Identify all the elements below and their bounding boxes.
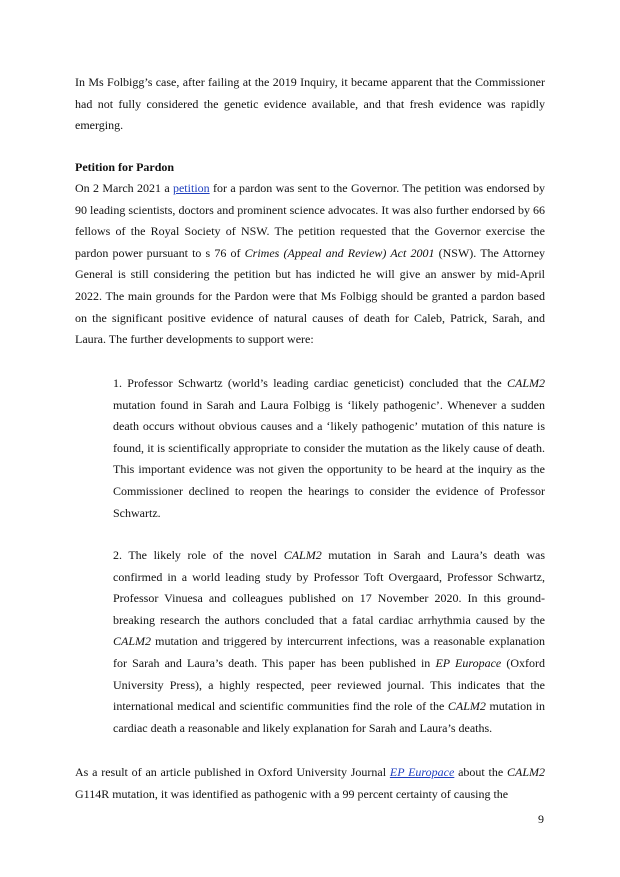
gene-name: CALM2 [283, 548, 322, 562]
journal-link-text: EP Europace [389, 765, 455, 779]
text: On 2 March 2021 a [75, 181, 173, 195]
list-item-1 [113, 373, 545, 524]
text: mutation found in Sarah and Laura Folbigg is ‘likely pathogenic’. Whenever a sudden death occurs without obvious causes and a ‘likely pathogenic’ mutation of this nature is found, it is scientifically appropriate to consider the mutation as the likely cause of death. This important evidence was not given the opportunity to be heard at the inquiry as the Commissioner declined to reopen the hearings to consider the evidence of Professor Schwartz. [113, 397, 545, 520]
text: mutation in Sarah and Laura’s death was confirmed in a world leading study by Professor Toft Overgaard, Professor Schwartz, Professor Vinuesa and colleagues published on 17 November 2020. In this ground-breaking research the authors concluded that a fatal cardiac arrhythmia caused by the [113, 548, 545, 627]
text: 2. The likely role of the novel [113, 548, 284, 562]
journal-name: EP Europace [435, 655, 502, 670]
paragraph-petition [75, 178, 545, 351]
text: mutation and triggered by intercurrent infections, was a reasonable explanation for Sarah and Laura’s death. This paper has been published in [113, 634, 545, 670]
paragraph-result [75, 762, 545, 805]
text: about the [454, 765, 507, 779]
text: for a pardon was sent to the Governor. The petition was endorsed by 90 leading scientists, doctors and prominent science advocates. It was also further endorsed by 66 fellows of the Royal Society of NSW. The petition requested that the Governor exercise the pardon power pursuant to s 76 of [75, 181, 546, 260]
list-item-2 [113, 545, 545, 739]
text: 1. Professor Schwartz (world’s leading cardiac geneticist) concluded that the [113, 376, 507, 390]
page-number: 9 [538, 812, 544, 826]
journal-link[interactable] [390, 765, 454, 779]
text: (Oxford University Press), a highly respected, peer reviewed journal. This indicates that the international medical and scientific communities find the role of the [113, 655, 546, 714]
gene-name: CALM2 [506, 376, 545, 390]
act-title: Crimes (Appeal and Review) Act 2001 [244, 245, 435, 260]
section-heading: Petition for Pardon [75, 160, 175, 174]
gene-name: CALM2 [506, 765, 545, 779]
text: (NSW). The Attorney General is still considering the petition but has indicted he will give an answer by mid-April 2022. The main grounds for the Pardon were that Ms Folbigg should be granted a pardon based on the significant positive evidence of natural causes of death for Caleb, Patrick, Sarah, and Laura. The further developments to support were: [75, 245, 546, 347]
text: mutation in cardiac death a reasonable and likely explanation for Sarah and Laura’s deaths. [113, 699, 545, 735]
paragraph-intro: In Ms Folbigg’s case, after failing at the 2019 Inquiry, it became apparent that the Commissioner had not fully considered the genetic evidence available, and that fresh evidence was rapidly emerging. [75, 75, 545, 133]
gene-name: CALM2 [447, 699, 486, 714]
petition-link[interactable]: petition [172, 181, 210, 195]
text: G114R mutation, it was identified as pathogenic with a 99 percent certainty of causing the [75, 786, 509, 801]
gene-name: CALM2 [113, 634, 152, 649]
text: As a result of an article published in Oxford University Journal [75, 765, 390, 779]
